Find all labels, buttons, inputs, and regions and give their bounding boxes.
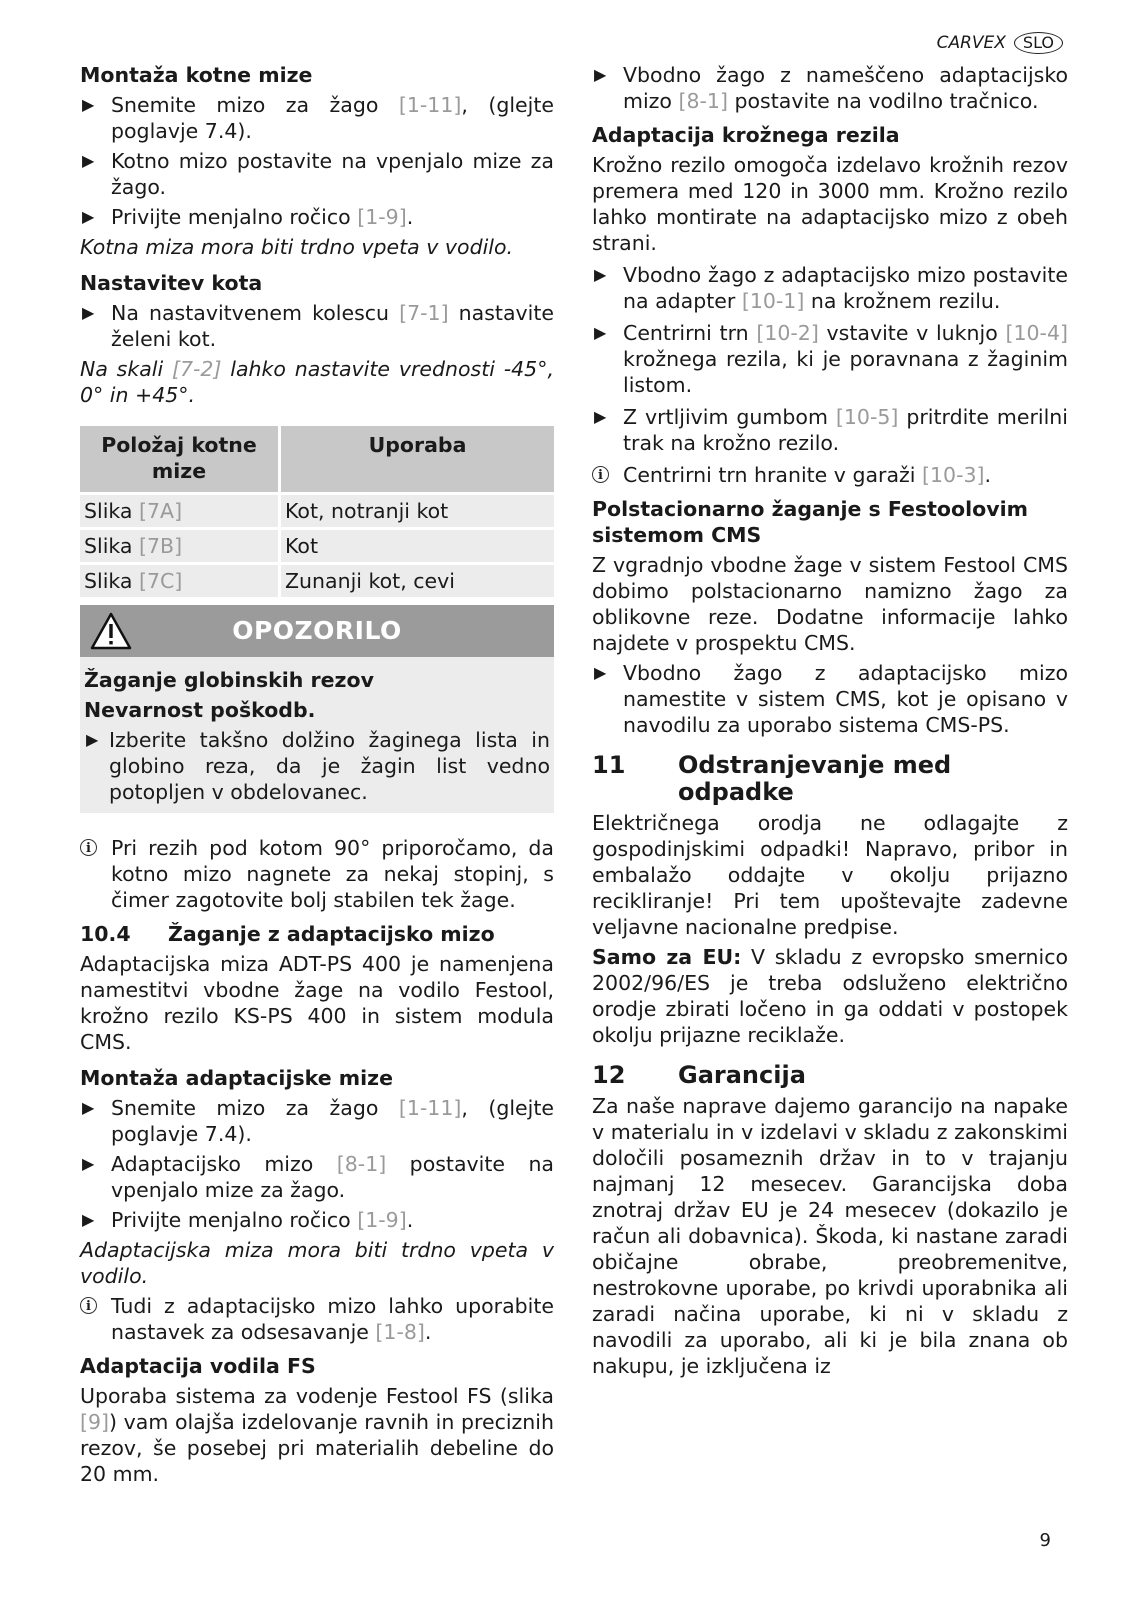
triangle-bullet-icon: ▶ xyxy=(82,95,95,114)
bullet-item: ▶ Vbodno žago z adaptacijsko mizo postavite na adapter [10-1] na krožnem rezilu. xyxy=(594,263,1068,313)
warning-body xyxy=(80,657,554,813)
figure-reference: [10-3] xyxy=(922,463,985,487)
figure-reference: [10-5] xyxy=(835,405,899,429)
page-header xyxy=(937,32,1063,54)
info-icon: i xyxy=(80,1297,97,1314)
heading-nastavitev-kota: Nastavitev kota xyxy=(80,271,263,295)
warning-header xyxy=(80,605,554,657)
paragraph: Električnega orodja ne odlagajte z gospodinjskimi odpadki! Napravo, pribor in embalažo oddajte v okolju prijazno recikliranje! Pri tem upoštevajte zadevne veljavne nacionalne predpise. xyxy=(592,811,1068,939)
section-title: Odstranjevanje med odpadke xyxy=(678,751,952,806)
info-note: i Tudi z adaptacijsko mizo lahko uporabite nastavek za odsesavanje [1-8]. xyxy=(80,1293,554,1345)
paragraph: Z vgradnjo vbodne žage v sistem Festool CMS dobimo polstacionarno namizno žago za oblikovne reze. Dodatne informacije lahko najdete v prospektu CMS. xyxy=(592,553,1068,655)
language-badge: SLO xyxy=(1014,32,1063,54)
triangle-bullet-icon: ▶ xyxy=(594,407,607,426)
figure-reference: [7A] xyxy=(139,499,183,523)
heading-adaptacija-kroznega-rezila: Adaptacija krožnega rezila xyxy=(592,123,900,147)
table-row xyxy=(80,494,554,529)
figure-reference: [1-9] xyxy=(357,1208,407,1232)
figure-reference: [1-11] xyxy=(398,93,462,117)
bullet-item: ▶ Z vrtljivim gumbom [10-5] pritrdite merilni trak na krožno rezilo. xyxy=(594,405,1068,455)
warning-box xyxy=(80,605,554,813)
triangle-bullet-icon: ▶ xyxy=(82,1098,95,1117)
table-row xyxy=(80,564,554,598)
figure-reference: [10-1] xyxy=(741,289,805,313)
section-heading-12 xyxy=(592,1062,1068,1089)
section-title: Žaganje z adaptacijsko mizo xyxy=(168,922,495,946)
figure-reference: [9] xyxy=(80,1410,110,1434)
table-row xyxy=(80,529,554,564)
bullet-item: ▶ Snemite mizo za žago [1-11], (glejte poglavje 7.4). xyxy=(82,93,554,143)
section-number: 11 xyxy=(592,751,626,779)
section-heading-11 xyxy=(592,752,1068,806)
figure-reference: [1-8] xyxy=(375,1320,425,1344)
bullet-item: ▶ Kotno mizo postavite na vpenjalo mize za žago. xyxy=(82,149,554,199)
bullet-item: ▶ Izberite takšno dolžino žaginega lista in globino reza, da je žagin list vedno potopljen v obdelovanec. xyxy=(86,728,550,804)
table-cell: Slika [7C] xyxy=(80,564,280,598)
table-cell: Slika [7A] xyxy=(80,494,280,529)
left-column xyxy=(80,62,554,1487)
bullet-item: ▶ Vbodno žago z nameščeno adaptacijsko mizo [8-1] postavite na vodilno tračnico. xyxy=(594,63,1068,113)
bullet-item: ▶ Privijte menjalno ročico [1-9]. xyxy=(82,205,414,229)
figure-reference: [10-4] xyxy=(1005,321,1068,345)
triangle-bullet-icon: ▶ xyxy=(594,265,607,284)
warning-triangle-icon xyxy=(90,611,132,651)
note-text: Kotna miza mora biti trdno vpeta v vodilo. xyxy=(80,235,514,259)
figure-reference: [7B] xyxy=(139,534,183,558)
section-title: Garancija xyxy=(678,1061,806,1089)
page-number: 9 xyxy=(1039,1530,1051,1551)
note-text: Adaptacijska miza mora biti trdno vpeta v vodilo. xyxy=(80,1238,554,1288)
paragraph: Adaptacijska miza ADT-PS 400 je namenjena namestitvi vbodne žage na vodilo Festool, krožno rezilo KS-PS 400 in sistem modula CMS. xyxy=(80,952,554,1054)
table-cell: Kot xyxy=(280,529,555,564)
bullet-item: ▶ Na nastavitvenem kolescu [7-1] nastavite želeni kot. xyxy=(82,301,554,351)
column-header-use: Uporaba xyxy=(280,426,555,494)
paragraph: Za naše naprave dajemo garancijo na napake v materialu in v izdelavi v skladu z zakonskimi določili posameznih držav in to v trajanju najmanj 12 mesecev. Garancijska doba znotraj držav EU je 24 mesecev (dokazilo je račun ali dobavnica). Škoda, ki nastane zaradi običajne obrabe, preobremenitve, nestrokovne uporabe, po krivdi uporabnika ali zaradi načina uporabe, ki ni v skladu z navodili za uporabo, ali ki je bila znana ob nakupu, je izključena iz xyxy=(592,1094,1068,1378)
figure-reference: [8-1] xyxy=(678,89,728,113)
section-number: 10.4 xyxy=(80,922,131,946)
figure-reference: [7-2] xyxy=(171,357,222,381)
warning-line: Žaganje globinskih rezov xyxy=(84,668,374,692)
right-column xyxy=(592,62,1068,1379)
table-header-row xyxy=(80,426,554,494)
angle-table xyxy=(80,426,554,597)
triangle-bullet-icon: ▶ xyxy=(82,303,95,322)
bullet-item: ▶ Snemite mizo za žago [1-11], (glejte poglavje 7.4). xyxy=(82,1096,554,1146)
bullet-item: ▶ Adaptacijsko mizo [8-1] postavite na vpenjalo mize za žago. xyxy=(82,1152,554,1202)
paragraph: Uporaba sistema za vodenje Festool FS (slika [9]) vam olajša izdelovanje ravnih in preciznih rezov, še posebej pri materialih debeline do 20 mm. xyxy=(80,1384,554,1486)
section-number: 12 xyxy=(592,1061,626,1089)
paragraph: Krožno rezilo omogoča izdelavo krožnih rezov premera med 120 in 3000 mm. Krožno rezilo lahko montirate na adaptacijsko mizo z obeh strani. xyxy=(592,153,1068,255)
info-note: i Pri rezih pod kotom 90° priporočamo, da kotno mizo nagnete za nekaj stopinj, s čimer zagotovite bolj stabilen tek žage. xyxy=(80,835,554,913)
info-note: i Centrirni trn hranite v garaži [10-3]. xyxy=(592,462,1068,488)
table-cell: Zunanji kot, cevi xyxy=(280,564,555,598)
heading-montaza-kotne-mize: Montaža kotne mize xyxy=(80,63,313,87)
info-icon: i xyxy=(80,839,97,856)
note-text: Na skali [7-2] lahko nastavite vrednosti -45°, 0° in +45°. xyxy=(80,357,554,407)
bullet-item: ▶ Vbodno žago z adaptacijsko mizo namestite v sistem CMS, kot je opisano v navodilu za uporabo sistema CMS-PS. xyxy=(594,661,1068,737)
column-header-position: Položaj kotne mize xyxy=(80,426,280,494)
figure-reference: [1-11] xyxy=(398,1096,462,1120)
heading-polstacionarno-zaganje: Polstacionarno žaganje s Festoolovim sistemom CMS xyxy=(592,497,1028,547)
triangle-bullet-icon: ▶ xyxy=(82,1210,95,1229)
figure-reference: [1-9] xyxy=(357,205,407,229)
figure-reference: [7C] xyxy=(139,569,183,593)
triangle-bullet-icon: ▶ xyxy=(594,663,607,682)
bold-lead: Samo za EU: xyxy=(592,945,742,969)
table-cell: Kot, notranji kot xyxy=(280,494,555,529)
paragraph: Samo za EU: V skladu z evropsko smernico 2002/96/ES je treba odsluženo električno orodje zbirati ločeno in ga oddati v postopek okolju prijazne reciklaže. xyxy=(592,945,1069,1047)
triangle-bullet-icon: ▶ xyxy=(594,323,607,342)
triangle-bullet-icon: ▶ xyxy=(82,207,95,226)
warning-title: OPOZORILO xyxy=(232,616,402,645)
triangle-bullet-icon: ▶ xyxy=(82,151,95,170)
figure-reference: [10-2] xyxy=(756,321,819,345)
figure-reference: [7-1] xyxy=(399,301,449,325)
triangle-bullet-icon: ▶ xyxy=(82,1154,95,1173)
warning-line: Nevarnost poškodb. xyxy=(84,698,316,722)
subsection-heading xyxy=(80,921,554,947)
triangle-bullet-icon: ▶ xyxy=(86,730,99,749)
bullet-item: ▶ Centrirni trn [10-2] vstavite v luknjo [10-4] krožnega rezila, ki je poravnana z žaginim listom. xyxy=(594,321,1068,397)
bullet-item: ▶ Privijte menjalno ročico [1-9]. xyxy=(82,1208,414,1232)
heading-montaza-adaptacijske-mize: Montaža adaptacijske mize xyxy=(80,1066,394,1090)
triangle-bullet-icon: ▶ xyxy=(594,65,607,84)
heading-adaptacija-vodila: Adaptacija vodila FS xyxy=(80,1354,316,1378)
table-cell: Slika [7B] xyxy=(80,529,280,564)
product-name: CARVEX xyxy=(936,33,1006,53)
info-icon: i xyxy=(592,466,609,483)
figure-reference: [8-1] xyxy=(336,1152,387,1176)
